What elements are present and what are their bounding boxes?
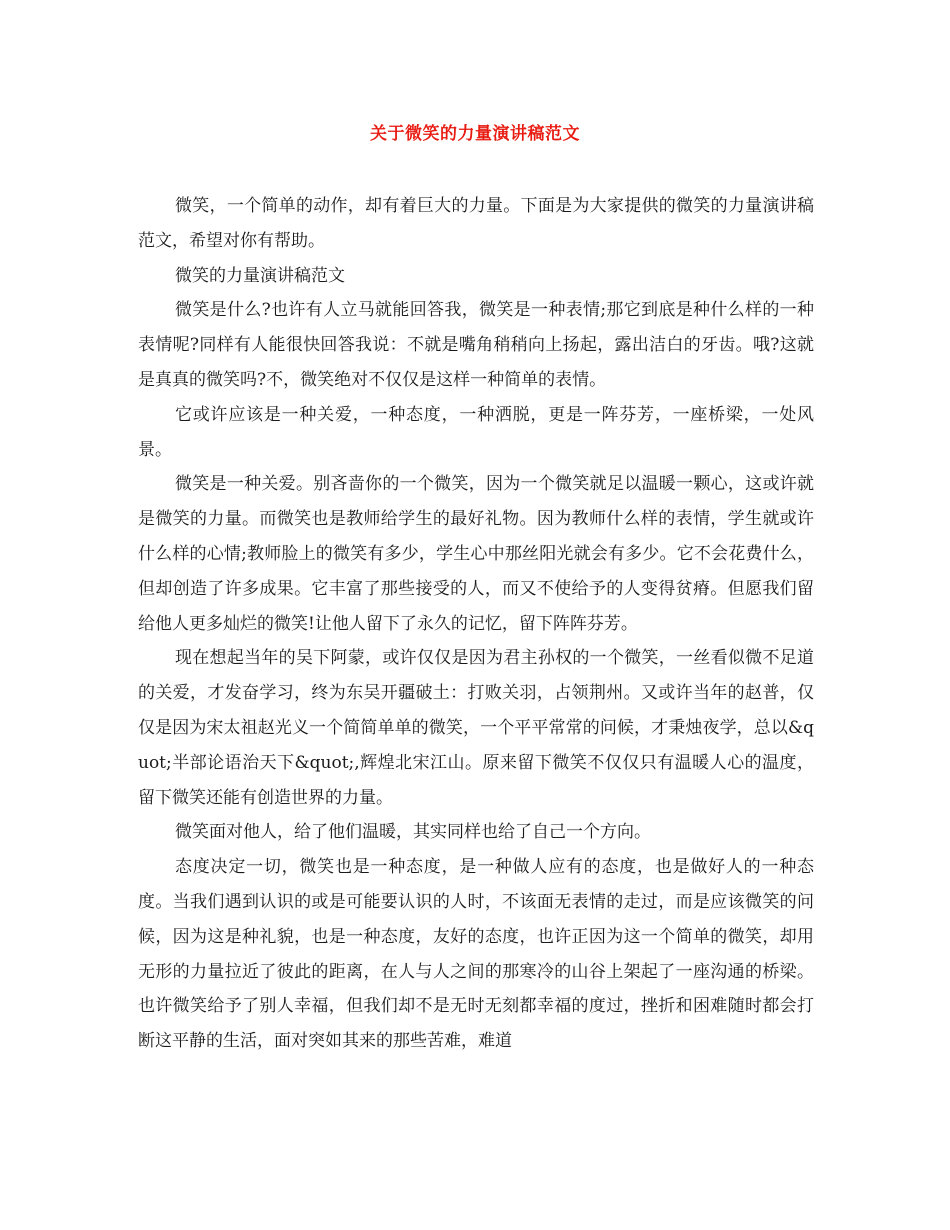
paragraph-history-examples: 现在想起当年的吴下阿蒙，或许仅仅是因为君主孙权的一个微笑，一丝看似微不足道的关爱，才发奋学习，终为东吴开疆破土：打败关羽，占领荆州。又或许当年的赵普，仅仅是因为宋太祖赵光义一个简简单单的微笑，一个平平常常的问候，才秉烛夜学，总以&quot;半部论语治天下&quot;,辉煌北宋江山。原来留下微笑不仅仅只有温暖人心的温度，留下微笑还能有创造世界的力量。 [138,648,814,808]
paragraph-smile-qualities: 它或许应该是一种关爱，一种态度，一种洒脱，更是一阵芬芳，一座桥梁，一处风景。 [138,404,814,460]
document-title: 关于微笑的力量演讲稿范文 [370,124,580,144]
paragraph-intro: 微笑，一个简单的动作，却有着巨大的力量。下面是为大家提供的微笑的力量演讲稿范文，希望对你有帮助。 [138,196,814,251]
paragraph-direction: 微笑面对他人，给了他们温暖，其实同样也给了自己一个方向。 [175,822,651,843]
document-body [138,189,814,1059]
paragraph-what-is-smile: 微笑是什么?也许有人立马就能回答我，微笑是一种表情;那它到底是种什么样的一种表情呢?同样有人能很快回答我说：不就是嘴角稍稍向上扬起，露出洁白的牙齿。哦?这就是真真的微笑吗?不，微笑绝对不仅仅是这样一种简单的表情。 [138,300,814,390]
paragraph-subheading: 微笑的力量演讲稿范文 [175,265,345,286]
paragraph-attitude: 态度决定一切，微笑也是一种态度，是一种做人应有的态度，也是做好人的一种态度。当我们遇到认识的或是可能要认识的人时，不该面无表情的走过，而是应该微笑的问候，因为这是种礼貌，也是一种态度，友好的态度，也许正因为这一个简单的微笑，却用无形的力量拉近了彼此的距离，在人与人之间的那寒冷的山谷上架起了一座沟通的桥梁。也许微笑给予了别人幸福，但我们却不是无时无刻都幸福的度过，挫折和困难随时都会打断这平静的生活，面对突如其来的那些苦难，难道 [138,857,814,1052]
paragraph-smile-care: 微笑是一种关爱。别吝啬你的一个微笑，因为一个微笑就足以温暖一颗心，这或许就是微笑的力量。而微笑也是教师给学生的最好礼物。因为教师什么样的表情，学生就或许什么样的心情;教师脸上的微笑有多少，学生心中那丝阳光就会有多少。它不会花费什么，但却创造了许多成果。它丰富了那些接受的人，而又不使给予的人变得贫瘠。但愿我们留给他人更多灿烂的微笑!让他人留下了永久的记忆，留下阵阵芬芳。 [138,474,814,634]
